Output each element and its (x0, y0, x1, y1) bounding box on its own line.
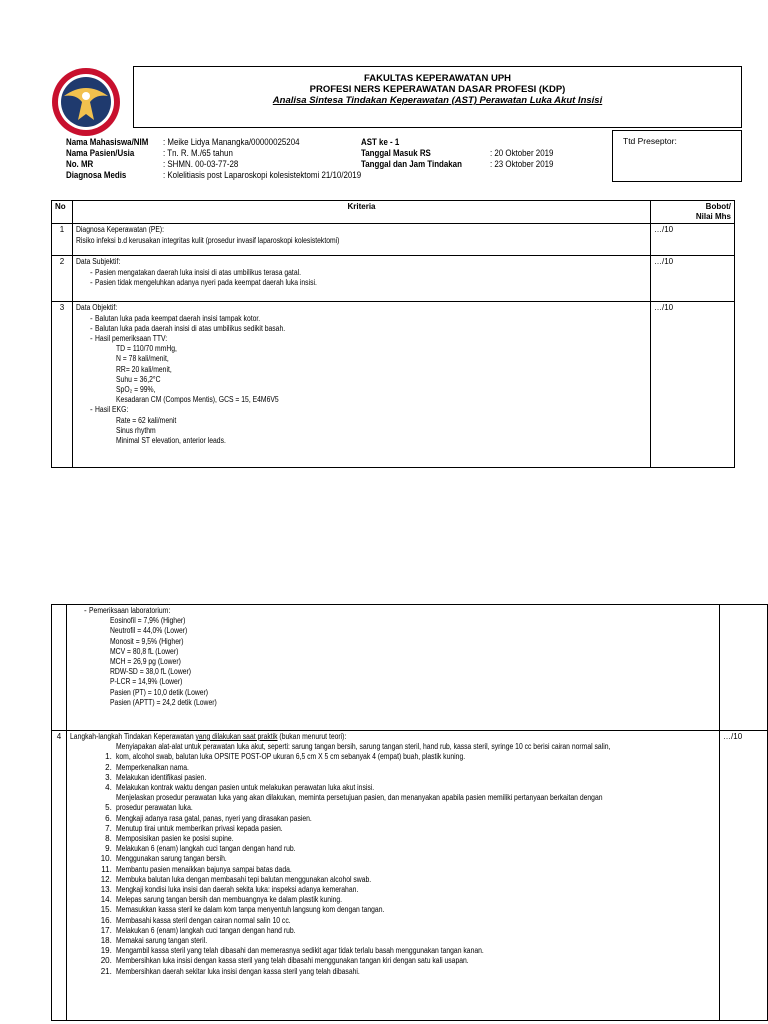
info-label: Nama Mahasiswa/NIM (66, 137, 149, 147)
row-number: 2 (52, 256, 73, 302)
preceptor-label: Ttd Preseptor: (623, 136, 677, 146)
faculty-title: FAKULTAS KEPERAWATAN UPH (363, 73, 512, 84)
row-criteria: Data Subjektif: - Pasien mengatakan daerah luka insisi di atas umbilikus terasa gatal. - Pasien tidak mengeluhkan adanya nyeri pada keempat daerah luka insisi. (73, 256, 651, 302)
uph-logo (50, 66, 122, 138)
criteria-table (51, 200, 735, 468)
masuk-label: Tanggal Masuk RS (361, 148, 431, 158)
step-item: 15. Memasukkan kassa steril ke dalam kom tanpa menyentuh langsung kom dengan tangan. (114, 905, 716, 915)
table-row (52, 302, 735, 468)
masuk-value: : 20 Oktober 2019 (490, 148, 554, 158)
info-value: : Kolelitiasis post Laparoskopi kolesistektomi 21/10/2019 (163, 170, 362, 180)
header-bobot: Bobot/ Nilai Mhs (651, 201, 735, 224)
table-row (52, 256, 735, 302)
info-labels (66, 137, 148, 181)
step-item: 2. Memperkenalkan nama. (114, 763, 716, 773)
info-value: : SHMN. 00-03-77-28 (163, 159, 239, 169)
table-header-row (52, 201, 735, 224)
step-item: 18. Memakai sarung tangan steril. (114, 936, 716, 946)
step-item: 14. Melepas sarung tangan bersih dan membuangnya ke dalam plastik kuning. (114, 895, 716, 905)
step-item: 5. Menjelaskan prosedur perawatan luka yang akan dilakukan, meminta persetujuan pasien, dan menanyakan apabila pasien memiliki pertanyaan berkaitan dengan prosedur perawatan luka. (114, 793, 716, 813)
ast-label: AST ke - 1 (361, 137, 400, 147)
header-no: No (52, 201, 73, 224)
info-right-values (490, 148, 553, 170)
step-item: 8. Memposisikan pasien ke posisi supine. (114, 834, 716, 844)
row-number: 4 (52, 731, 67, 1021)
step-item: 19. Mengambil kassa steril yang telah dibasahi dan memerasnya sedikit agar tidak terlalu basah menggunakan tangan kanan. (114, 946, 716, 956)
program-title: PROFESI NERS KEPERAWATAN DASAR PROFESI (KDP) (309, 84, 566, 95)
info-value: : Meike Lidya Manangka/00000025204 (163, 137, 300, 147)
row-criteria: - Pemeriksaan laboratorium: Eosinofil = 7,9% (Higher) Neutrofil = 44,0% (Lower) Monosit = 9,5% (Higher) MCV = 80,8 fL (Lower) MCH = 26,9 pg (Lower) RDW-SD = 38,0 fL (Lower) P-LCR = 14,9% (Lower) Pasien (PT) = 10,0 detik (Lower) Pasien (APTT) = 24,2 detik (Lower) (67, 605, 720, 731)
row-score: …/10 (651, 302, 735, 468)
info-label: Diagnosa Medis (66, 170, 127, 180)
tindakan-label: Tanggal dan Jam Tindakan (361, 159, 462, 169)
step-item: 6. Mengkaji adanya rasa gatal, panas, nyeri yang dirasakan pasien. (114, 814, 716, 824)
step-item: 10. Menggunakan sarung tangan bersih. (114, 854, 716, 864)
preceptor-signature-box (612, 130, 742, 182)
table-row (52, 731, 768, 1021)
row-score: …/10 (720, 731, 768, 1021)
document-header (133, 66, 742, 128)
step-item: 13. Mengkaji kondisi luka insisi dan daerah sekita luka: inspeksi adanya kemerahan. (114, 885, 716, 895)
step-item: 7. Menutup tirai untuk memberikan privasi kepada pasien. (114, 824, 716, 834)
step-item: 4. Melakukan kontrak waktu dengan pasien untuk melakukan perawatan luka akut insisi. (114, 783, 716, 793)
row-number: 3 (52, 302, 73, 468)
row-score: …/10 (651, 224, 735, 256)
row-criteria: Langkah-langkah Tindakan Keperawatan yang dilakukan saat praktik (bukan menurut teori): 1. Menyiapakan alat-alat untuk perawatan luka akut, seperti: sarung tangan bersih, sarung tangan steril, hand rub, kassa steril, syringe 10 cc berisi cairan normal salin, kom, alcohol swab, balutan luka OPSITE POST-OP ukuran 6,5 cm X 5 cm sebanyak 4 (empat) buah, plastik kuning. 2. Memperkenalkan nama. 3. Melakukan identifikasi pasien. 4. Melakukan kontrak waktu dengan pasien untuk melakukan perawatan luka akut insisi. 5. Menjelaskan prosedur perawatan luka yang akan dilakukan, meminta persetujuan pasien, dan menanyakan apabila pasien memiliki pertanyaan berkaitan dengan prosedur perawatan luka. 6. Mengkaji adanya rasa gatal, panas, nyeri yang dirasakan pasien. 7. Menutup tirai untuk memberikan privasi kepada pasien. 8. Memposisikan pasien ke posisi supine. 9. Melakukan 6 (enam) langkah cuci tangan dengan hand rub. 10. Menggunakan sarung tangan bersih. 11. Membantu pasien menaikkan bajunya sampai batas dada. 12. Membuka balutan luka dengan membasahi tepi balutan menggunakan alcohol swab. 13. Mengkaji kondisi luka insisi dan daerah sekita luka: inspeksi adanya kemerahan. 14. Melepas sarung tangan bersih dan membuangnya ke dalam plastik kuning. 15. Memasukkan kassa steril ke dalam kom tanpa menyentuh langsung kom dengan tangan. 16. Membasahi kassa steril dengan cairan normal salin 10 cc. 17. Melakukan 6 (enam) langkah cuci tangan dengan hand rub. 18. Memakai sarung tangan steril. 19. Mengambil kassa steril yang telah dibasahi dan memerasnya sedikit agar tidak terlalu basah menggunakan tangan kanan. 20. Membersihkan luka insisi dengan kassa steril yang telah dibasahi menggunakan tangan kiri dengan satu kali usapan. 21. Membersihkan daerah sekitar luka insisi dengan kassa steril yang telah dibasahi. (67, 731, 720, 1021)
step-item: 11. Membantu pasien menaikkan bajunya sampai batas dada. (114, 865, 716, 875)
info-value: : Tn. R. M./65 tahun (163, 148, 233, 158)
row-criteria: Data Objektif: - Balutan luka pada keempat daerah insisi tampak kotor. - Balutan luka pada daerah insisi di atas umbilikus sedikit basah. - Hasil pemeriksaan TTV: TD = 110/70 mmHg, N = 78 kali/menit, RR= 20 kali/menit, Suhu = 36,2°C SpO₂ = 99%, Kesadaran CM (Compos Mentis), GCS = 15, E4M6V5 - Hasil EKG: Rate = 62 kali/menit Sinus rhythm Minimal ST elevation, anterior leads. (73, 302, 651, 468)
table-row (52, 224, 735, 256)
table-row (52, 605, 768, 731)
row-criteria: Diagnosa Keperawatan (PE): Risiko infeksi b.d kerusakan integritas kulit (prosedur invasif laparoskopi kolesistektomi) (73, 224, 651, 256)
info-right-labels (361, 137, 462, 170)
row-score: …/10 (651, 256, 735, 302)
step-item: 3. Melakukan identifikasi pasien. (114, 773, 716, 783)
info-values (163, 137, 361, 181)
header-kriteria: Kriteria (73, 201, 651, 224)
step-item: 20. Membersihkan luka insisi dengan kassa steril yang telah dibasahi menggunakan tangan kiri dengan satu kali usapan. (114, 956, 716, 966)
info-label: Nama Pasien/Usia (66, 148, 135, 158)
document-title: Analisa Sintesa Tindakan Keperawatan (AST) Perawatan Luka Akut Insisi (272, 95, 603, 106)
step-item: 17. Melakukan 6 (enam) langkah cuci tangan dengan hand rub. (114, 926, 716, 936)
step-item: 1. Menyiapakan alat-alat untuk perawatan luka akut, seperti: sarung tangan bersih, sarung tangan steril, hand rub, kassa steril, syringe 10 cc berisi cairan normal salin, kom, alcohol swab, balutan luka OPSITE POST-OP ukuran 6,5 cm X 5 cm sebanyak 4 (empat) buah, plastik kuning. (114, 742, 716, 762)
step-item: 12. Membuka balutan luka dengan membasahi tepi balutan menggunakan alcohol swab. (114, 875, 716, 885)
step-item: 16. Membasahi kassa steril dengan cairan normal salin 10 cc. (114, 916, 716, 926)
step-item: 21. Membersihkan daerah sekitar luka insisi dengan kassa steril yang telah dibasahi. (114, 967, 716, 977)
criteria-table-continued (51, 604, 768, 1021)
tindakan-value: : 23 Oktober 2019 (490, 159, 554, 169)
step-item: 9. Melakukan 6 (enam) langkah cuci tangan dengan hand rub. (114, 844, 716, 854)
steps-list (70, 742, 716, 977)
info-label: No. MR (66, 159, 94, 169)
row-number: 1 (52, 224, 73, 256)
